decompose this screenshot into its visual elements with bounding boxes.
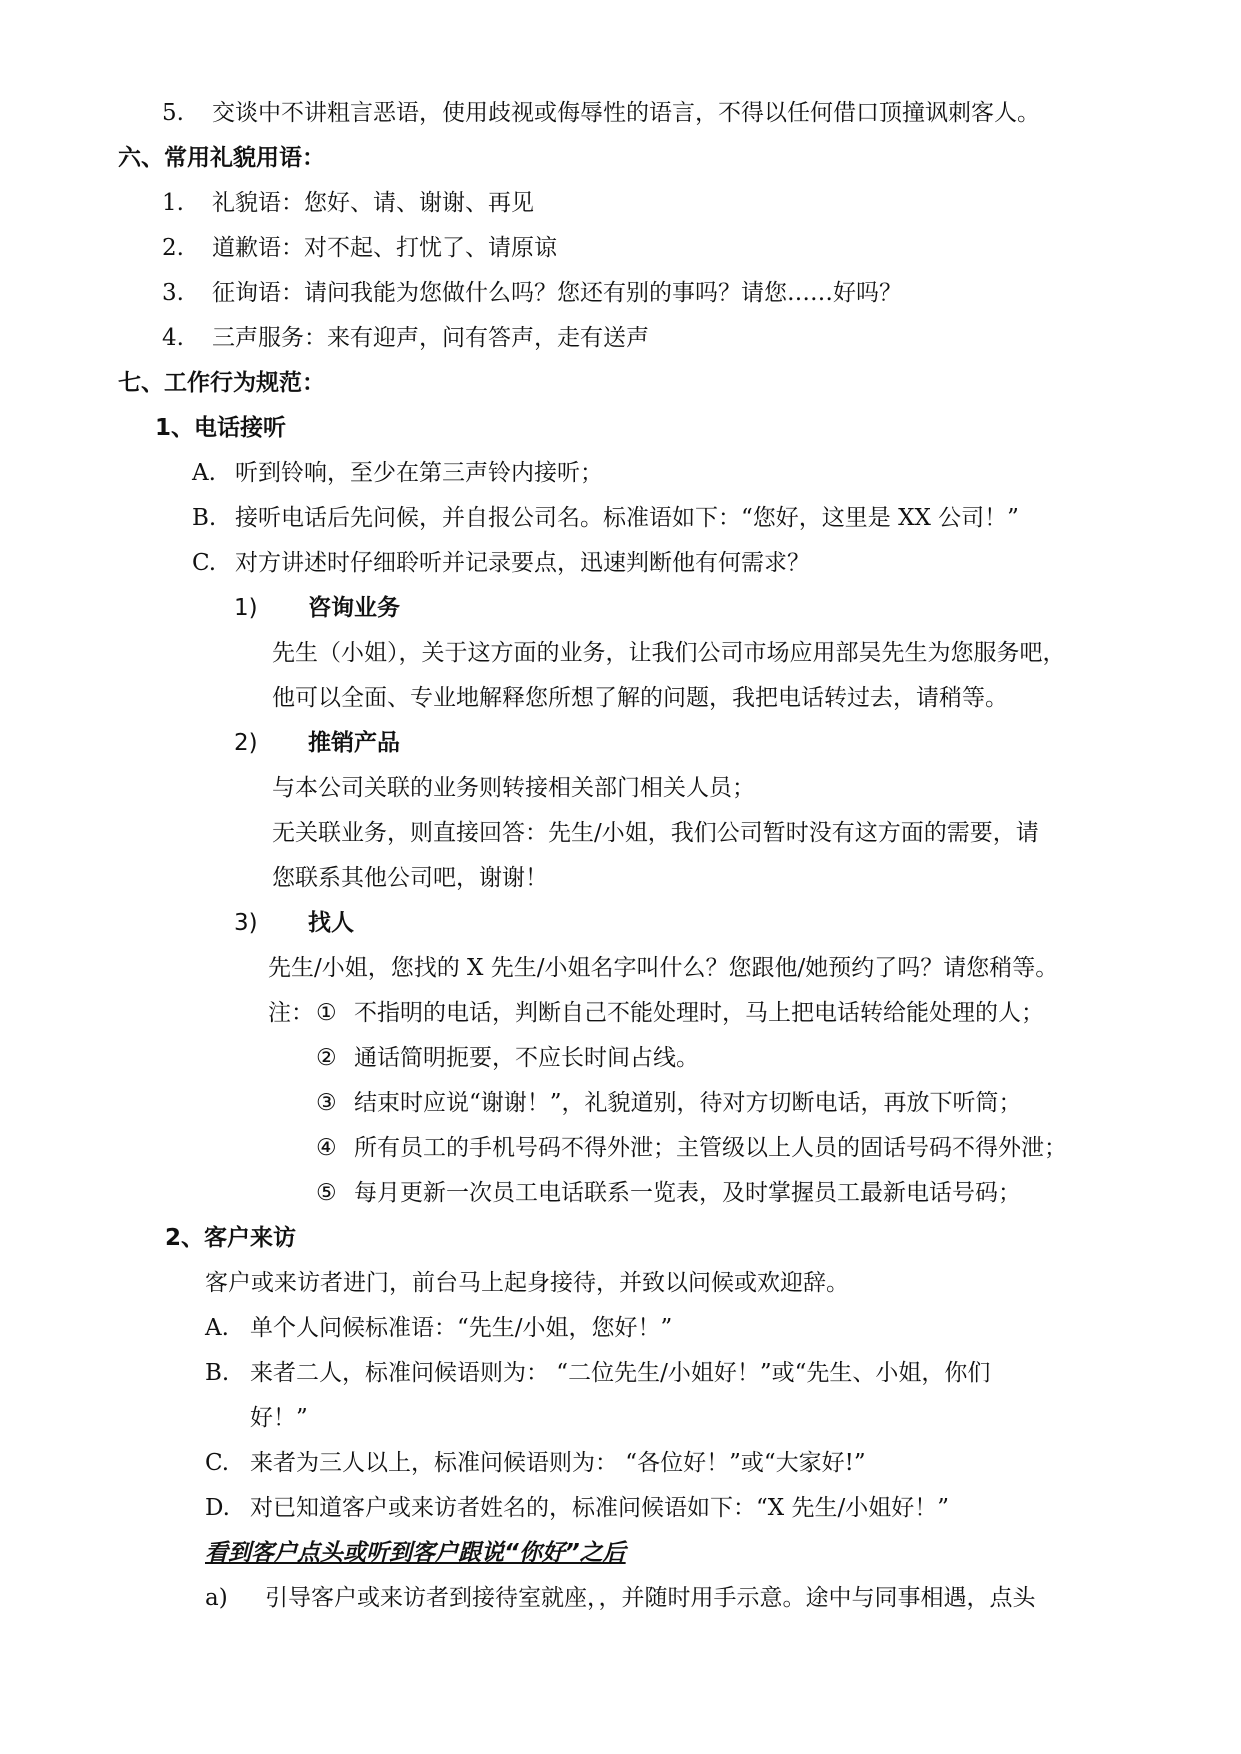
list-item-text: 对已知道客户或来访者姓名的，标准问候语如下：“X 先生/小姐好！” — [250, 1495, 949, 1521]
item-number: 3. — [162, 280, 184, 306]
item-number: A. — [192, 460, 216, 486]
note-mark: ④ — [316, 1135, 337, 1161]
item-number: 4. — [162, 325, 184, 351]
paragraph-line: 您联系其他公司吧，谢谢！ — [272, 865, 548, 891]
item-number: D. — [205, 1495, 230, 1521]
item-number: C. — [205, 1450, 230, 1476]
note-text: 结束时应说“谢谢！”，礼貌道别，待对方切断电话，再放下听筒； — [354, 1090, 1022, 1116]
list-item-text: 引导客户或来访者到接待室就座，，并随时用手示意。途中与同事相遇，点头 — [265, 1585, 1036, 1611]
list-item-text: 单个人问候标准语：“先生/小姐，您好！” — [250, 1315, 673, 1341]
list-item-text: 礼貌语：您好、请、谢谢、再见 — [212, 190, 534, 216]
list-item-text: 来者二人，标准问候语则为： “二位先生/小姐好！”或“先生、小姐，你们 — [250, 1360, 991, 1386]
item-number: C. — [192, 550, 217, 576]
subsection-heading: 1、电话接听 — [155, 415, 287, 441]
item-number: B. — [192, 505, 217, 531]
list-item-text: 征询语：请问我能为您做什么吗？您还有别的事吗？请您……好吗？ — [212, 280, 902, 306]
item-number: 5. — [162, 100, 184, 126]
note-mark: ① — [316, 1000, 337, 1026]
underlined-heading: 看到客户点头或听到客户跟说“你好”之后 — [205, 1540, 626, 1566]
paragraph-line: 先生（小姐），关于这方面的业务，让我们公司市场应用部吴先生为您服务吧， — [272, 640, 1066, 666]
sub-number: 2) — [234, 730, 258, 756]
note-text: 所有员工的手机号码不得外泄；主管级以上人员的固话号码不得外泄； — [354, 1135, 1067, 1161]
item-number: 1. — [162, 190, 184, 216]
list-item-text: 三声服务：来有迎声，问有答声，走有送声 — [212, 325, 649, 351]
section-heading: 七、工作行为规范： — [118, 370, 325, 396]
item-number: a) — [205, 1585, 228, 1611]
list-item-text: 对方讲述时仔细聆听并记录要点，迅速判断他有何需求？ — [235, 550, 810, 576]
note-mark: ② — [316, 1045, 337, 1071]
note-mark: ③ — [316, 1090, 337, 1116]
item-number: B. — [205, 1360, 230, 1386]
note-text: 不指明的电话，判断自己不能处理时，马上把电话转给能处理的人； — [354, 1000, 1044, 1026]
paragraph-line: 客户或来访者进门，前台马上起身接待，并致以问候或欢迎辞。 — [205, 1270, 849, 1296]
list-item-text: 交谈中不讲粗言恶语，使用歧视或侮辱性的语言，不得以任何借口顶撞讽刺客人。 — [212, 100, 1040, 126]
list-item-text: 来者为三人以上，标准问候语则为： “各位好！”或“大家好!” — [250, 1450, 866, 1476]
item-number: 2. — [162, 235, 184, 261]
sub-number: 3) — [234, 910, 258, 936]
paragraph-line: 先生/小姐，您找的 X 先生/小姐名字叫什么？您跟他/她预约了吗？请您稍等。 — [268, 955, 1059, 981]
sub-number: 1) — [234, 595, 258, 621]
sub-title: 咨询业务 — [308, 595, 400, 621]
sub-title: 找人 — [308, 910, 354, 936]
sub-title: 推销产品 — [308, 730, 400, 756]
list-item-continuation: 好！” — [250, 1405, 308, 1431]
list-item-text: 道歉语：对不起、打忧了、请原谅 — [212, 235, 557, 261]
paragraph-line: 无关联业务，则直接回答：先生/小姐，我们公司暂时没有这方面的需要，请 — [272, 820, 1039, 846]
note-text: 每月更新一次员工电话联系一览表，及时掌握员工最新电话号码； — [354, 1180, 1021, 1206]
note-mark: ⑤ — [316, 1180, 337, 1206]
list-item-text: 听到铃响，至少在第三声铃内接听； — [235, 460, 603, 486]
item-number: A. — [205, 1315, 229, 1341]
paragraph-line: 与本公司关联的业务则转接相关部门相关人员； — [272, 775, 755, 801]
note-label: 注： — [268, 1000, 314, 1026]
paragraph-line: 他可以全面、专业地解释您所想了解的问题，我把电话转过去，请稍等。 — [272, 685, 1008, 711]
list-item — [162, 98, 184, 128]
note-text: 通话简明扼要，不应长时间占线。 — [354, 1045, 699, 1071]
section-heading: 六、常用礼貌用语： — [118, 145, 325, 171]
subsection-heading: 2、客户来访 — [165, 1225, 297, 1251]
list-item-text: 接听电话后先问候，并自报公司名。标准语如下：“您好，这里是 XX 公司！” — [235, 505, 1019, 531]
